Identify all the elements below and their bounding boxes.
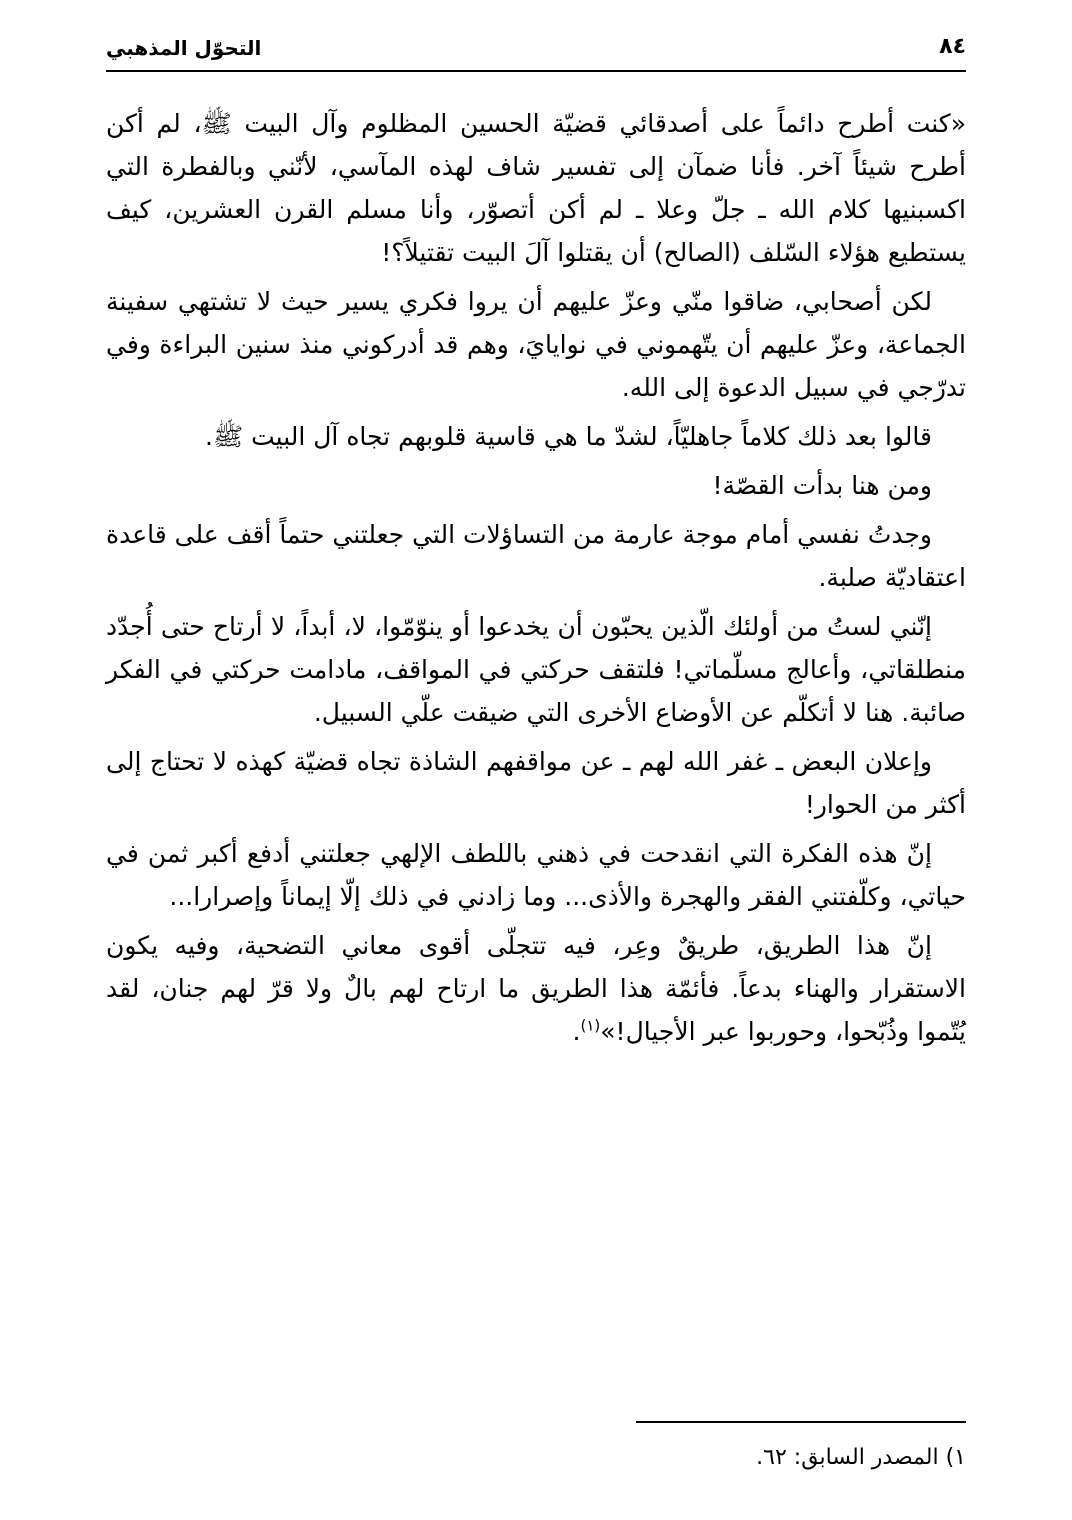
body-paragraph: وإعلان البعض ـ غفر الله لهم ـ عن مواقفهم الشاذة تجاه قضيّة كهذه لا تحتاج إلى أكثر من الحوار! (106, 747, 966, 820)
body-paragraph: وجدتُ نفسي أمام موجة عارمة من التساؤلات التي جعلتني حتماً أقف على قاعدة اعتقاديّة صلبة. (106, 520, 966, 593)
body-paragraph: إنّني لستُ من أولئك الّذين يحبّون أن يخدعوا أو ينوّمّوا، لا، أبداً، لا أرتاح حتى أُجدّد منطلقاتي، وأعالج مسلّماتي! فلتقف حركتي في المواقف، مادامت حركتي في الفكر صائبة. هنا لا أتكلّم عن الأوضاع الأخرى التي ضيقت علّي السبيل. (106, 612, 966, 728)
header-divider (106, 70, 966, 72)
footnote-area (106, 1421, 966, 1474)
page-number: ٨٤ (939, 34, 966, 59)
book-title: التحوّل المذهبي (106, 36, 262, 61)
footnote-text: ١) المصدر السابق: ٦٢. (756, 1445, 966, 1470)
body-paragraph-text: إنّ هذا الطريق، طريقٌ وعِر، فيه تتجلّى أقوى معاني التضحية، وفيه يكون الاستقرار والهناء بدعاً. فأئمّة هذا الطريق ما ارتاح لهم بالٌ ولا قرّ لهم جنان، لقد يُتّموا وذُبّحوا، وحوربوا عبر الأجيال!» (106, 931, 966, 1047)
page-header (106, 34, 966, 66)
body-paragraph: «كنت أطرح دائماً على أصدقائي قضيّة الحسين المظلوم وآل البيت ﷺ، لم أكن أطرح شيئاً آخر. فأنا ضمآن إلى تفسير شاف لهذه المآسي، لأنّني وبالفطرة التي اكسبنيها كلام الله ـ جلّ وعلا ـ لم أكن أتصوّر، وأنا مسلم القرن العشرين، كيف يستطيع هؤلاء السّلف (الصالح) أن يقتلوا آلَ البيت تقتيلاً؟! (106, 109, 966, 268)
body-paragraph: ومن هنا بدأت القصّة! (712, 471, 932, 501)
body-paragraph-last (106, 924, 966, 1053)
page-body (106, 102, 966, 1053)
paragraph-period: . (572, 1017, 581, 1047)
body-paragraph: إنّ هذه الفكرة التي انقدحت في ذهني باللطف الإلهي جعلتني أدفع أكبر ثمن في حياتي، وكلّفتني الفقر والهجرة والأذى... وما زادني في ذلك إلّا إيماناً وإصرارا... (106, 839, 966, 912)
body-paragraph: لكن أصحابي، ضاقوا منّي وعزّ عليهم أن يروا فكري يسير حيث لا تشتهي سفينة الجماعة، وعزّ عليهم أن يتّهموني في نوايايَ، وهم قد أدركوني منذ سنين البراءة وفي تدرّجي في سبيل الدعوة إلى الله. (106, 287, 966, 403)
footnote-reference-marker: (١) (580, 1017, 601, 1036)
footnote-divider (636, 1421, 966, 1423)
body-paragraph: قالوا بعد ذلك كلاماً جاهليّاً، لشدّ ما هي قاسية قلوبهم تجاه آل البيت ﷺ. (205, 422, 932, 452)
